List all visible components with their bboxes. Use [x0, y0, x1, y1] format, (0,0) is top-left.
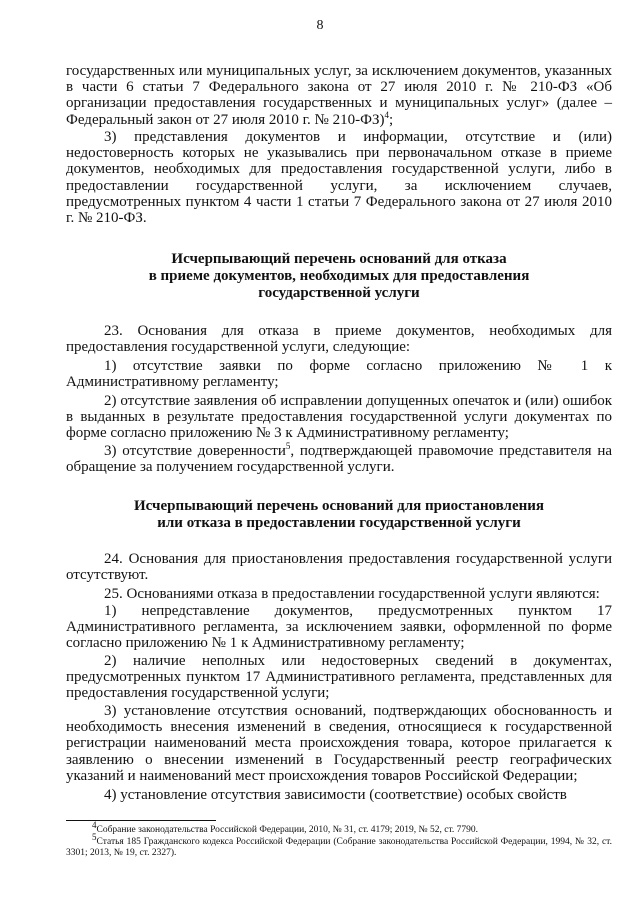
- paragraph-25-3: 3) установление отсутствия оснований, подтверждающих обоснованность и необходимость внесения изменений в сведения, относящиеся к государственной регистрации наименований места происхождения товара, которое прилагается к заявлению о внесении изменений в Государственный реестр географических указаний и наименований мест происхождения товаров Российской Федерации;: [66, 703, 612, 784]
- heading-line: Исчерпывающий перечень оснований для отказа: [171, 251, 507, 267]
- page-number: 8: [316, 18, 324, 33]
- footnote-divider: [66, 820, 216, 821]
- section-heading-suspension-refusal: [66, 498, 612, 532]
- footnote-4-text: Собрание законодательства Российской Федерации, 2010, № 31, ст. 4179; 2019, № 52, ст. 7790.: [96, 825, 479, 836]
- footnote-4-mark: 4: [92, 820, 97, 830]
- paragraph-intro: [66, 63, 612, 128]
- paragraph-23-3: [66, 443, 612, 475]
- footnote-4: [66, 820, 612, 836]
- footnote-ref-4: 4: [384, 109, 389, 120]
- paragraph-25: 25. Основаниями отказа в предоставлении государственной услуги являются:: [104, 586, 600, 602]
- paragraph-25-4: 4) установление отсутствия зависимости (соответствие) особых свойств: [104, 787, 567, 803]
- footnote-5: [66, 832, 612, 859]
- paragraph-23: 23. Основания для отказа в приеме документов, необходимых для предоставления государственной услуги, следующие:: [66, 323, 612, 356]
- footnote-ref-5: 5: [285, 441, 291, 451]
- paragraph-item-3: 3) представления документов и информации, отсутствие и (или) недостоверность которых не указывались при первоначальном отказе в приеме документов, необходимых для предоставления государственной услуги, либо в предоставлении государственной услуги, за исключением случаев, предусмотренных пунктом 4 части 1 статьи 7 Федерального закона от 27 июля 2010 г. № 210-ФЗ.: [66, 129, 612, 227]
- section-heading-refusal-acceptance: [66, 251, 612, 302]
- heading-line: государственной услуги: [258, 285, 420, 301]
- paragraph-25-2: 2) наличие неполных или недостоверных сведений в документах, предусмотренных пунктом 17 Административного регламента, представленных для предоставления государственной услуги;: [66, 653, 612, 702]
- paragraph-23-3-b: , подтверждающей правомочие представителя на обращение за получением государственной услуги.: [66, 443, 613, 476]
- paragraph-intro-end: ;: [388, 111, 394, 128]
- footnote-5-mark: 5: [92, 832, 97, 842]
- heading-line: Исчерпывающий перечень оснований для приостановления: [133, 498, 545, 514]
- heading-line: в приеме документов, необходимых для предоставления: [148, 268, 530, 284]
- paragraph-23-3-a: 3) отсутствие доверенности: [104, 443, 286, 459]
- paragraph-23-1: 1) отсутствие заявки по форме согласно приложению № 1 к Административному регламенту;: [66, 358, 612, 391]
- paragraph-24: 24. Основания для приостановления предоставления государственной услуги отсутствуют.: [66, 551, 612, 584]
- footnote-5-text: Статья 185 Гражданского кодекса Российской Федерации (Собрание законодательства Российской Федерации, 1994, № 32, ст. 3301; 2013, № 19, ст. 2327).: [66, 837, 612, 859]
- paragraph-25-1: 1) непредставление документов, предусмотренных пунктом 17 Административного регламента, за исключением заявки, оформленной по форме согласно приложению № 1 к Административному регламенту;: [66, 603, 612, 652]
- heading-line: или отказа в предоставлении государственной услуги: [157, 515, 521, 531]
- paragraph-23-2: 2) отсутствие заявления об исправлении допущенных опечаток и (или) ошибок в выданных в результате предоставления государственной услуги документах по форме согласно приложению № 3 к Административному регламенту;: [66, 393, 612, 442]
- paragraph-intro-text: государственных или муниципальных услуг, за исключением документов, указанных в части 6 статьи 7 Федерального закона от 27 июля 2010 г. № 210-ФЗ «Об организации предоставления государственных и муниципальных услуг» (далее – Федеральный закон от 27 июля 2010 г. № 210-ФЗ): [66, 63, 612, 128]
